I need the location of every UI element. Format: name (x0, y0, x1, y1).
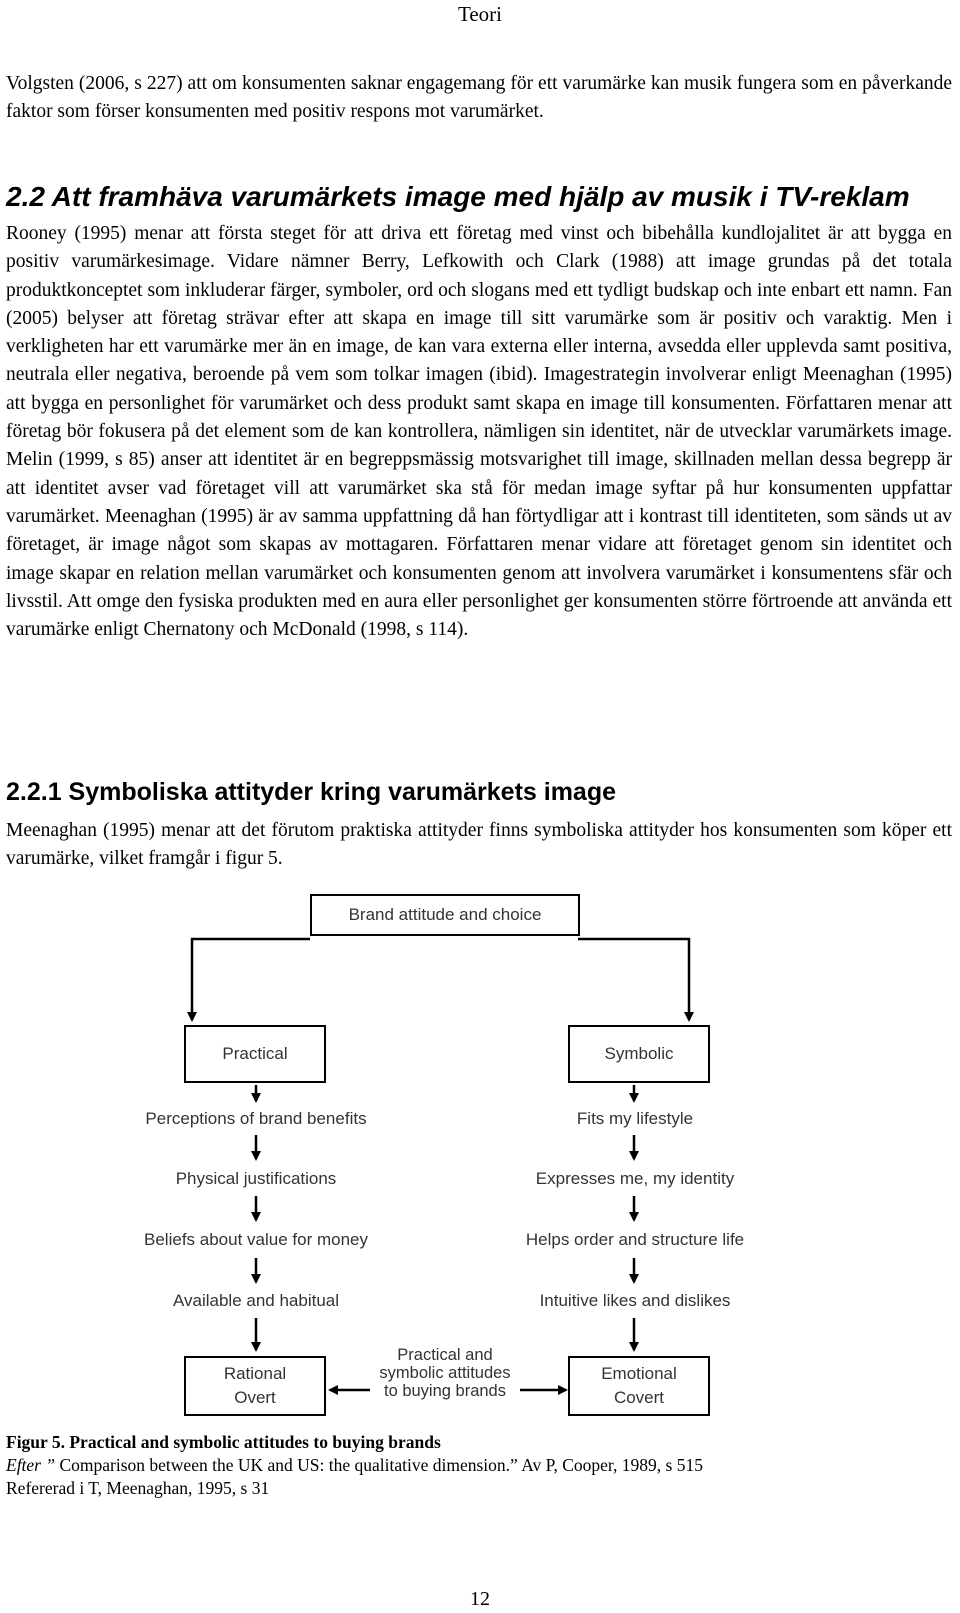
paragraph-symbolic: Meenaghan (1995) menar att det förutom praktiska attityder finns symboliska attityder hos konsumenten som köper ett varumärke, vilket framgår i figur 5. (6, 820, 952, 870)
left-item-4: Available and habitual (172, 1291, 340, 1310)
page-header: Teori (457, 2, 502, 26)
box-emotional-line2: Covert (613, 1388, 665, 1407)
left-item-3: Beliefs about value for money (144, 1230, 368, 1249)
caption-source-suffix: ” Av P, Cooper, 1989, s 515 (510, 1455, 703, 1475)
right-item-4: Intuitive likes and dislikes (539, 1291, 731, 1310)
box-emotional-covert (568, 1356, 710, 1416)
paragraph-intro: Volgsten (2006, s 227) att om konsumenten saknar engagemang för ett varumärke kan musik fungera som en påverkande faktor som förser konsumenten med positiv respons mot varumärket. (6, 73, 952, 123)
right-item-1: Fits my lifestyle (576, 1109, 694, 1128)
box-emotional-line1: Emotional (601, 1364, 677, 1383)
right-item-3: Helps order and structure life (525, 1230, 745, 1249)
center-label-line1: Practical and (397, 1346, 493, 1364)
center-label-line2: symbolic attitudes (379, 1364, 511, 1382)
box-rational-line2: Overt (234, 1388, 276, 1407)
figure-caption-title: Figur 5. Practical and symbolic attitudes to buying brands (6, 1432, 441, 1452)
box-symbolic: Symbolic (568, 1025, 710, 1083)
right-item-2: Expresses me, my identity (535, 1169, 735, 1188)
caption-source-prefix: Efter ” (6, 1455, 56, 1475)
page-number: 12 (470, 1588, 490, 1610)
box-practical: Practical (184, 1025, 326, 1083)
center-label-line3: to buying brands (383, 1382, 506, 1400)
caption-source-title: Comparison between the UK and US: the qualitative dimension. (59, 1455, 511, 1475)
figure-caption-reference: Refererad i T, Meenaghan, 1995, s 31 (6, 1478, 270, 1498)
box-rational-line1: Rational (223, 1364, 287, 1383)
left-item-2: Physical justifications (175, 1169, 337, 1188)
box-rational-overt (184, 1356, 326, 1416)
center-label (355, 1346, 535, 1400)
paragraph-image-theory: Rooney (1995) menar att första steget för att driva ett företag med vinst och bibehålla kundlojalitet är att bygga en positiv varumärkesimage. Vidare nämner Berry, Lefkowith och Clark (1988) att image grundas på det totala produktkonceptet som inkluderar färger, symboler, ord och slogans med ett tydligt budskap och inte enbart ett namn. Fan (2005) belyser att företag strävar efter att skapa en image till sitt varumärke som är positiv och varaktig. Men i verkligheten har ett varumärke mer än en image, de kan vara externa eller interna, avsedda eller upplevda samt positiva, neutrala eller negativa, beroende på vem som tolkar imagen (ibid). Imagestrategin involverar enligt Meenaghan (1995) att bygga en personlighet för varumärket och dess produkt samt skapa en image till konsumenten. Författaren menar att företag bör fokusera på det element som de kan kontrollera, nämligen sin identitet, när de utvecklar varumärkets image. Melin (1999, s 85) anser att identitet är en begreppsmässig motsvarighet till image, skillnaden mellan dessa begrepp är att identitet avser vad företaget vill att varumärket ska stå för medan image syftar på hur konsumenten uppfattar varumärket. Meenaghan (1995) är av samma uppfattning då han förtydligar att i kontrast till identiteten, som sänds ut av företaget, är image något som skapas av mottagaren. Författaren menar vidare att företaget genom sin identitet och image skapar en relation mellan varumärket och konsumenten genom att involvera varumärket i konsumentens sfär och livsstil. Att omge den fysiska produkten med en aura eller personlighet ger konsumenten större förtroende att använda ett varumärke enligt Chernatony och McDonald (1998, s 114). (6, 223, 952, 641)
box-brand-attitude: Brand attitude and choice (310, 894, 580, 936)
figure-caption-source (6, 1454, 703, 1477)
section-heading-2-2: 2.2 Att framhäva varumärkets image med hjälp av musik i TV-reklam (6, 181, 910, 212)
left-item-1: Perceptions of brand benefits (145, 1109, 367, 1128)
section-heading-2-2-1: 2.2.1 Symboliska attityder kring varumärkets image (6, 778, 616, 806)
